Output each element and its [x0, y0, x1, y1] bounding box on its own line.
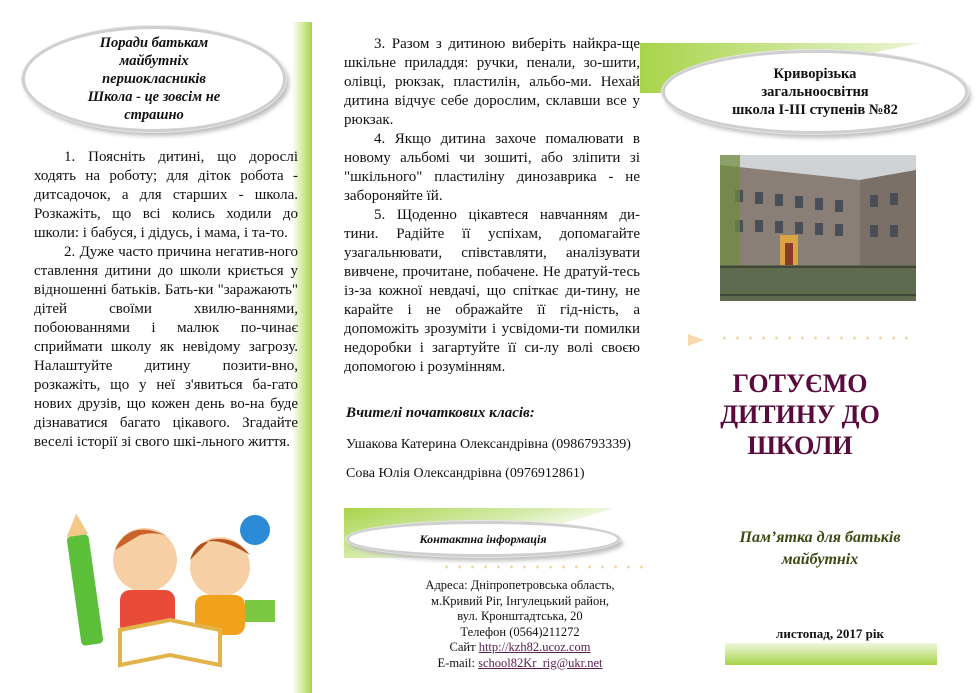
oval-line: першокласників — [102, 71, 206, 87]
panel1-text — [34, 148, 298, 452]
school-name-line: Криворізька — [773, 66, 857, 82]
address-line: Адреса: Дніпропетровська область, — [425, 578, 615, 592]
school-name-line: школа I-III ступенів №82 — [732, 102, 898, 118]
dotted-divider — [718, 336, 918, 340]
contact-info — [395, 578, 645, 671]
children-illustration — [60, 505, 280, 675]
email-link[interactable]: school82Kr_rig@ukr.net — [478, 655, 603, 670]
subtitle-line: майбутніх — [781, 551, 859, 568]
tip-paragraph: 2. Дуже часто причина негатив-ного ставлення дитини до школи криється у відношенні батьків. Бать-ки "заражають" дітей своїми хвилю-ваннями, побоюваннями і малюк по-чинає сприймати школу як невідому загрозу. Налаштуйте дитину позити-вно, розкажіть, що у неї з'явиться ба-гато нових друзів, що кожен день во-на буде дізнаватися багато цікавого. Згадайте веселі історії зі свого шкі-льного життя. — [34, 244, 298, 450]
school-building-photo — [720, 155, 916, 301]
subtitle-line: Пам’ятка для батьків — [739, 529, 901, 546]
site-link[interactable]: http://kzh82.ucoz.com — [478, 640, 591, 654]
address-line: вул. Кронштадтська, 20 — [457, 609, 583, 623]
brochure-title — [700, 368, 900, 461]
teacher-entry: Сова Юлія Олександрівна (0976912861) — [346, 466, 585, 481]
tip-paragraph: 3. Разом з дитиною виберіть найкра-ще шкільне приладдя: ручки, пенали, зо-шити, олівці, рюкзак, пластилін, альбо-ми. Нехай дитина відчує себе дорослим, склавши все у рюкзак. — [344, 36, 640, 128]
dotted-divider — [440, 565, 650, 569]
school-name-oval — [662, 50, 968, 134]
teachers-heading: Вчителі початкових класів: — [346, 405, 535, 421]
contact-heading: Контактна інформація — [419, 531, 547, 546]
tip-paragraph: 1. Поясніть дитині, що дорослі ходять на роботу; для діток робота - дитсадочок, а для старших - школа. Розкажіть, що всі колись ходили до школи: і бабуся, і дідусь, і мама, і та-то. — [34, 149, 298, 241]
oval-line: Школа - це зовсім не — [87, 89, 221, 105]
panel2-text — [344, 35, 640, 377]
contact-heading-oval — [346, 521, 620, 557]
title-line: ШКОЛИ — [747, 431, 853, 460]
site-label: Сайт — [449, 640, 479, 654]
oval-line: майбутніх — [119, 53, 189, 69]
address-line: м.Кривий Ріг, Інгулецький район, — [430, 593, 610, 608]
brochure-date: листопад, 2017 рік — [776, 626, 884, 641]
email-label: E-mail: — [437, 655, 479, 670]
oval-line: страшно — [124, 107, 184, 123]
tips-title-oval — [22, 26, 286, 132]
brochure-subtitle — [700, 527, 940, 571]
oval-line: Поради батькам — [99, 35, 209, 51]
tip-paragraph: 4. Якщо дитина захоче помалювати в новому альбомі чи зошиті, або зліпити зі "шкільного" пластиліну динозаврика - не забороняйте їй. — [344, 131, 640, 204]
triangle-marker-icon — [688, 334, 704, 346]
title-line: ДИТИНУ ДО — [720, 400, 880, 429]
date-green-bar — [725, 643, 937, 665]
title-line: ГОТУЄМО — [732, 369, 868, 398]
phone-line: Телефон (0564)211272 — [460, 624, 580, 639]
tip-paragraph: 5. Щоденно цікавтеся навчанням ди-тини. Радійте її успіхам, допомагайте узагальнювати, співставляти, аналізувати вивчене, прочитане, побачене. Не дратуй-тесь із-за кожної невдачі, що спіткає ди-тину, не карайте і не ображайте її гід-ність, а допоможіть зрозуміти і усвідоми-ти помилки недоробки і загартуйте її си-лу волі своєю допомогою і розумінням. — [344, 207, 640, 375]
teacher-entry: Ушакова Катерина Олександрівна (0986793339) — [346, 437, 631, 452]
school-name-line: загальноосвітня — [761, 84, 869, 100]
